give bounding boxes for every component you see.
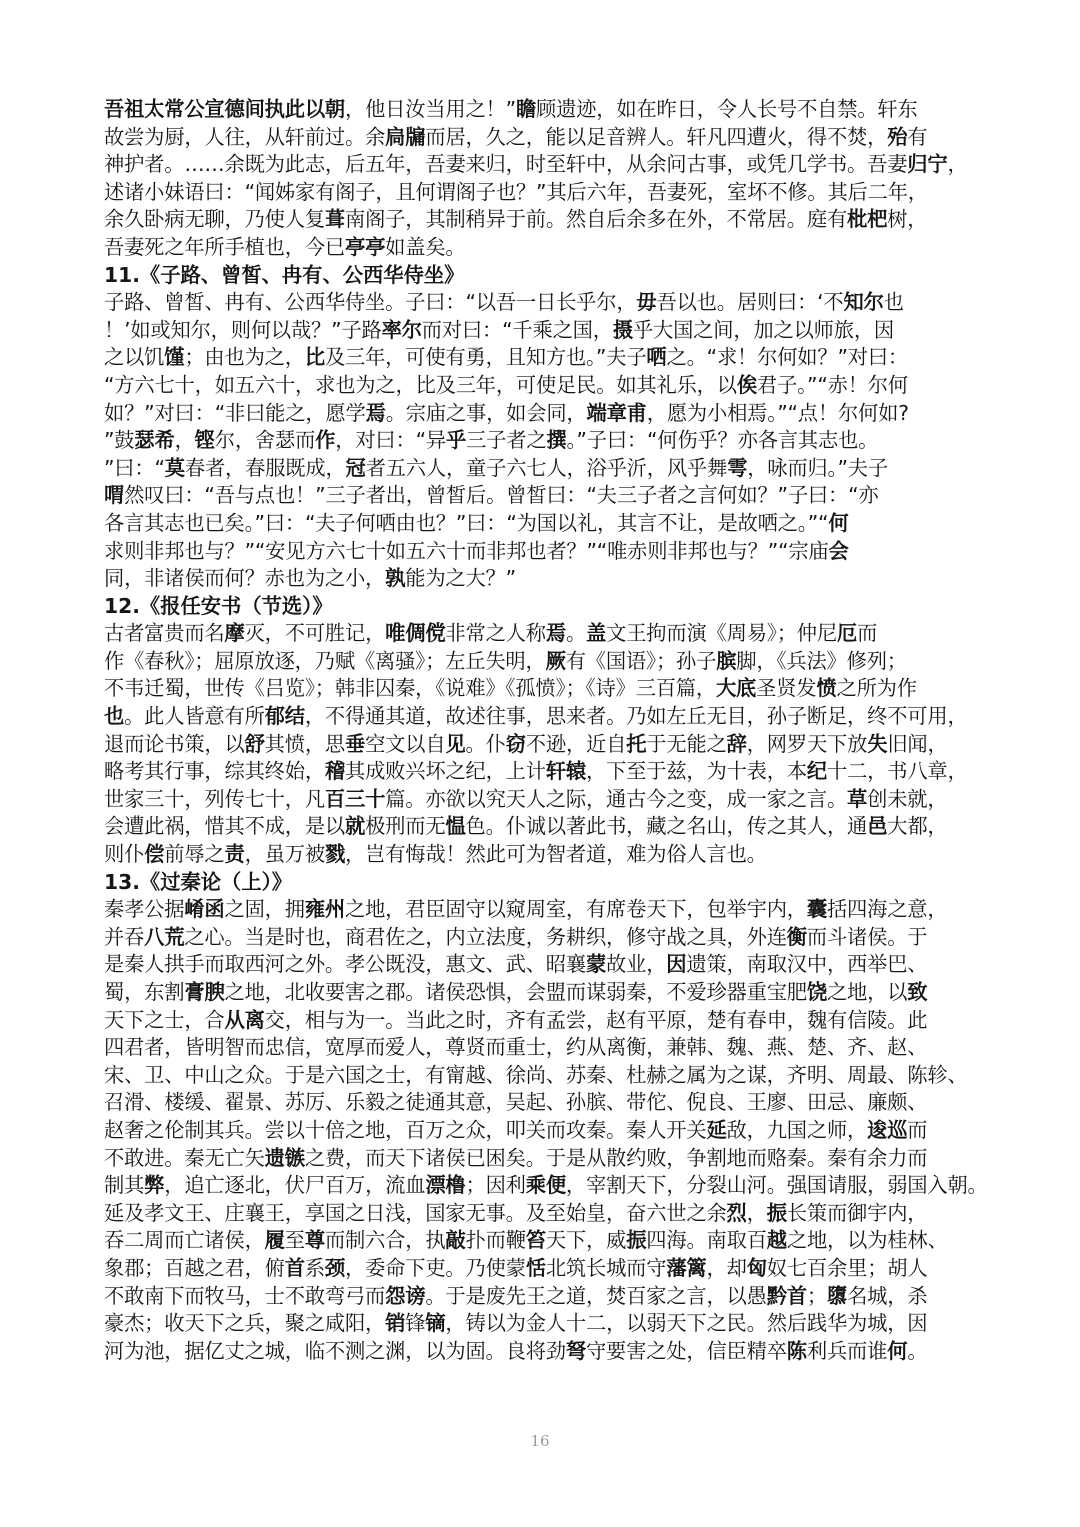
emphasized-term: 扃牖 — [385, 124, 426, 149]
emphasized-term: 从离 — [224, 1007, 265, 1032]
text-line: 略考其行事，综其终始，稽其成败兴坏之纪，上计轩辕，下至于兹，为十表，本纪十二，书八章， — [104, 759, 968, 784]
text-line: ”鼓瑟希，铿尔，舍瑟而作，对曰：“异乎三子者之撰。”子曰：“何伤乎？亦各言其志也。 — [104, 428, 879, 453]
emphasized-term: 弊 — [144, 1173, 165, 1198]
text-line: 吞二周而亡诸侯，履至尊而制六合，执敲扑而鞭笞天下，威振四海。南取百越之地，以为桂林、 — [104, 1228, 948, 1253]
text-line: 不韦迁蜀，世传《吕览》；韩非囚秦，《说难》《孤愤》；《诗》三百篇，大底圣贤发愤之所为作 — [104, 676, 917, 701]
emphasized-term: 履 — [264, 1228, 285, 1253]
emphasized-term: 毋 — [636, 290, 657, 315]
emphasized-term: 比 — [304, 345, 325, 370]
text-line: 天下之士，合从离交，相与为一。当此之时，齐有孟尝，赵有平原，楚有春申，魏有信陵。此 — [104, 1007, 928, 1032]
emphasized-term: 黔首 — [766, 1283, 807, 1308]
emphasized-term: 乘便 — [525, 1173, 566, 1198]
emphasized-term: 就 — [344, 814, 366, 839]
text-line: 吾祖太常公宣德间执此以朝，他日汝当用之！”瞻顾遗迹，如在昨日，令人长号不自禁。轩东 — [104, 97, 918, 121]
emphasized-term: 愠 — [445, 814, 466, 839]
emphasized-term: 俟 — [736, 372, 757, 397]
emphasized-term: 尊 — [304, 1228, 325, 1253]
text-line: ！’如或知尔，则何以哉？”子路率尔而对曰：“千乘之国，摄乎大国之间，加之以师旅，因 — [104, 317, 894, 342]
text-line: ”曰：“莫春者，春服既成，冠者五六人，童子六七人，浴乎沂，风乎舞雩，咏而归。”夫子 — [104, 455, 888, 480]
emphasized-term: 枇杷 — [847, 207, 888, 232]
emphasized-term: 喟 — [104, 483, 125, 508]
emphasized-term: 何 — [887, 1338, 908, 1363]
emphasized-term: 铿 — [194, 428, 215, 453]
emphasized-term: 恬 — [525, 1255, 546, 1280]
emphasized-term: 越 — [766, 1228, 787, 1253]
emphasized-term: 衡 — [786, 924, 807, 949]
text-line: 同，非诸侯而何？赤也为之小，孰能为之大？” — [104, 566, 516, 591]
emphasized-term: 逡巡 — [867, 1117, 908, 1142]
text-line: 也。此人皆意有所郁结，不得通其道，故述往事，思来者。乃如左丘无目，孙子断足，终不可用， — [104, 704, 968, 729]
emphasized-term: 纪 — [806, 759, 827, 784]
emphasized-term: 瞻 — [515, 97, 537, 121]
text-line: 宋、卫、中山之众。于是六国之士，有甯越、徐尚、苏秦、杜赫之属为之谋，齐明、周最、陈轸、 — [104, 1062, 968, 1087]
text-line: 世家三十，列传七十，凡百三十篇。亦欲以究天人之际，通古今之变，成一家之言。草创未就， — [104, 786, 948, 811]
emphasized-term: 孰 — [385, 566, 406, 591]
emphasized-term: 吾祖太常公宣德间执此以朝 — [104, 97, 345, 121]
text-line: “方六七十，如五六十，求也为之，比及三年，可使足民。如其礼乐，以俟君子。”“赤！尔何 — [104, 372, 908, 397]
text-line: 不敢南下而牧马，士不敢弯弓而怨谤。于是废先王之道，焚百家之言，以愚黔首；隳名城，杀 — [104, 1283, 928, 1308]
page-number: 16 — [530, 1432, 550, 1450]
emphasized-term: 漂橹 — [425, 1173, 466, 1198]
emphasized-term: 归宁 — [907, 152, 948, 177]
text-line: 会遭此祸，惜其不成，是以就极刑而无愠色。仆诚以著此书，藏之名山，传之其人，通邑大都， — [104, 814, 948, 839]
text-line: 则仆偿前辱之责，虽万被戮，岂有悔哉！然此可为智者道，难为俗人言也。 — [104, 842, 767, 867]
section-heading: 11.《子路、曾皙、冉有、公西华侍坐》 — [104, 262, 465, 287]
text-line: 求则非邦也与？”“安见方六七十如五六十而非邦也者？”“唯赤则非邦也与？”“宗庙会 — [104, 538, 849, 563]
emphasized-term: 葺 — [324, 207, 345, 232]
emphasized-term: 哂 — [646, 345, 667, 370]
text-line: 古者富贵而名摩灭，不可胜记，唯倜傥非常之人称焉。盖文王拘而演《周易》；仲尼厄而 — [104, 621, 878, 646]
emphasized-term: 郁结 — [264, 704, 305, 729]
emphasized-term: 敲 — [445, 1228, 466, 1253]
emphasized-term: 颈 — [324, 1255, 346, 1280]
emphasized-term: 藩篱 — [666, 1255, 707, 1280]
emphasized-term: 盖 — [586, 621, 607, 646]
emphasized-term: 舒 — [244, 731, 265, 756]
text-line: 故尝为厨，人往，从轩前过。余扃牖而居，久之，能以足音辨人。轩凡四遭火，得不焚，殆有 — [104, 124, 928, 149]
text-line: 四君者，皆明智而忠信，宽厚而爱人，尊贤而重士，约从离衡，兼韩、魏、燕、楚、齐、赵、 — [104, 1035, 928, 1060]
emphasized-term: 草 — [847, 786, 868, 811]
text-line: 是秦人拱手而取西河之外。孝公既没，惠文、武、昭襄蒙故业，因遗策，南取汉中，西举巴、 — [104, 952, 928, 977]
emphasized-term: 焉 — [365, 400, 386, 425]
text-line: 豪杰；收天下之兵，聚之咸阳，销锋镝，铸以为金人十二，以弱天下之民。然后践华为城，因 — [104, 1311, 928, 1336]
emphasized-term: 辞 — [726, 731, 747, 756]
emphasized-term: 也 — [104, 704, 125, 729]
emphasized-term: 因 — [666, 952, 687, 977]
emphasized-term: 饶 — [806, 980, 827, 1004]
emphasized-term: 摩 — [224, 621, 245, 646]
emphasized-term: 托 — [626, 731, 647, 756]
emphasized-term: 遗镞 — [264, 1145, 305, 1170]
emphasized-term: 冠 — [345, 455, 366, 480]
emphasized-term: 殆 — [887, 124, 908, 149]
emphasized-term: 责 — [224, 842, 245, 867]
emphasized-term: 垂 — [345, 731, 366, 756]
text-line: 制其弊，追亡逐北，伏尸百万，流血漂橹；因利乘便，宰割天下，分裂山河。强国请服，弱国入朝。 — [104, 1173, 988, 1198]
emphasized-term: 雩 — [727, 455, 748, 480]
emphasized-term: 弩 — [565, 1338, 586, 1363]
text-line: 子路、曾皙、冉有、公西华侍坐。子曰：“以吾一日长乎尔，毋吾以也。居则曰：‘不知尔也 — [104, 290, 904, 315]
emphasized-term: 振 — [766, 1200, 787, 1225]
emphasized-term: 撰 — [546, 428, 567, 453]
emphasized-term: 愤 — [816, 676, 837, 701]
emphasized-term: 莫 — [164, 455, 185, 480]
text-line: 余久卧病无聊，乃使人复葺南阁子，其制稍异于前。然自后余多在外，不常居。庭有枇杷树， — [104, 207, 928, 232]
emphasized-term: 烈 — [726, 1200, 747, 1225]
emphasized-term: 会 — [828, 538, 849, 563]
emphasized-term: 偿 — [144, 842, 165, 867]
emphasized-term: 陈 — [786, 1338, 807, 1363]
section-heading: 13.《过秦论（上）》 — [104, 869, 293, 894]
emphasized-term: 窃 — [505, 731, 526, 756]
emphasized-term: 何 — [828, 510, 849, 535]
emphasized-term: 笞 — [525, 1228, 546, 1253]
emphasized-term: 轩辕 — [545, 759, 586, 784]
emphasized-term: 厄 — [836, 621, 858, 646]
emphasized-term: 乎 — [445, 428, 467, 453]
emphasized-term: 摄 — [612, 317, 633, 342]
text-line: 秦孝公据崤函之固，拥雍州之地，君臣固守以窥周室，有席卷天下，包举宇内，囊括四海之意， — [104, 897, 948, 922]
emphasized-term: 振 — [626, 1228, 647, 1253]
emphasized-term: 匈 — [746, 1255, 767, 1280]
emphasized-term: 瑟希 — [134, 428, 175, 453]
text-line: 之以饥馑；由也为之，比及三年，可使有勇，且知方也。”夫子哂之。“求！尔何如？”对曰： — [104, 345, 909, 370]
emphasized-term: 见 — [445, 731, 466, 756]
emphasized-term: 八荒 — [144, 924, 185, 949]
emphasized-term: 亭亭 — [344, 234, 386, 259]
text-line: 作《春秋》；屈原放逐，乃赋《离骚》；左丘失明，厥有《国语》；孙子膑脚，《兵法》修列； — [104, 648, 907, 673]
emphasized-term: 馑 — [164, 345, 185, 370]
emphasized-term: 厥 — [545, 648, 566, 673]
text-line: 不敢进。秦无亡矢遗镞之费，而天下诸侯已困矣。于是从散约败，争割地而赂秦。秦有余力而 — [104, 1145, 928, 1170]
emphasized-term: 大底 — [715, 676, 757, 701]
emphasized-term: 作 — [315, 428, 336, 453]
emphasized-term: 雍州 — [304, 897, 345, 922]
emphasized-term: 怨谤 — [385, 1283, 426, 1308]
emphasized-term: 首 — [284, 1255, 305, 1280]
emphasized-term: 率尔 — [381, 317, 422, 342]
emphasized-term: 销 — [385, 1311, 406, 1336]
emphasized-term: 百三十 — [324, 786, 386, 811]
emphasized-term: 膑 — [716, 648, 737, 673]
emphasized-term: 崤函 — [184, 897, 225, 922]
document-body — [104, 96, 1002, 1365]
emphasized-term: 膏腴 — [184, 980, 225, 1004]
text-line: 延及孝文王、庄襄王，享国之日浅，国家无事。及至始皇，奋六世之余烈，振长策而御宇内， — [104, 1200, 928, 1225]
text-line: 河为池，据亿丈之城，临不测之渊，以为固。良将劲弩守要害之处，信臣精卒陈利兵而谁何。 — [104, 1338, 928, 1363]
emphasized-term: 稽 — [324, 759, 345, 784]
emphasized-term: 失 — [867, 731, 888, 756]
paragraph — [104, 620, 1002, 868]
emphasized-term: 戮 — [324, 842, 346, 867]
emphasized-term: 端章甫 — [586, 400, 647, 425]
text-line: 神护者。……余既为此志，后五年，吾妻来归，时至轩中，从余问古事，或凭几学书。吾妻归宁， — [104, 152, 968, 177]
emphasized-term: 延 — [706, 1117, 727, 1142]
emphasized-term: 镝 — [425, 1311, 446, 1336]
emphasized-term: 囊 — [806, 897, 827, 922]
text-line: 并吞八荒之心。当是时也，商君佐之，内立法度，务耕织，修守战之具，外连衡而斗诸侯。于 — [104, 924, 928, 949]
paragraph — [104, 896, 1002, 1365]
emphasized-term: 知尔 — [843, 290, 884, 315]
text-line: 述诸小妹语曰：“闻姊家有阁子，且何谓阁子也？”其后六年，吾妻死，室坏不修。其后二年， — [104, 179, 928, 204]
emphasized-term: 蒙 — [585, 952, 607, 977]
text-line: 召滑、楼缓、翟景、苏厉、乐毅之徒通其意，吴起、孙膑、带佗、倪良、王廖、田忌、廉颇、 — [104, 1090, 928, 1115]
text-line: 象郡；百越之君，俯首系颈，委命下吏。乃使蒙恬北筑长城而守藩篱，却匈奴七百余里；胡人 — [104, 1255, 928, 1280]
text-line: 如？”对曰：“非曰能之，愿学焉。宗庙之事，如会同，端章甫，愿为小相焉。”“点！尔何如? — [104, 400, 909, 425]
text-line: 吾妻死之年所手植也，今已亭亭如盖矣。 — [104, 234, 466, 259]
emphasized-term: 隳 — [826, 1283, 848, 1308]
paragraph — [104, 289, 1002, 593]
text-line: 蜀，东割膏腴之地，北收要害之郡。诸侯恐惧，会盟而谋弱秦，不爱珍器重宝肥饶之地，以致 — [104, 980, 928, 1004]
section-heading: 12.《报任安书（节选）》 — [104, 593, 333, 618]
emphasized-term: 唯倜傥 — [385, 621, 446, 646]
text-line: 各言其志也已矣。”曰：“夫子何哂由也？”曰：“为国以礼，其言不让，是故哂之。”“何 — [104, 510, 849, 535]
text-line: 喟然叹曰：“吾与点也！”三子者出，曾皙后。曾皙曰：“夫三子者之言何如？”子曰：“亦 — [104, 483, 879, 508]
text-line: 赵奢之伦制其兵。尝以十倍之地，百万之众，叩关而攻秦。秦人开关延敌，九国之师，逡巡而 — [104, 1117, 928, 1142]
emphasized-term: 致 — [907, 980, 928, 1004]
paragraph — [104, 96, 1002, 262]
text-line: 退而论书策，以舒其愤，思垂空文以自见。仆窃不逊，近自托于无能之辞，网罗天下放失旧闻， — [104, 731, 948, 756]
emphasized-term: 焉 — [545, 621, 566, 646]
emphasized-term: 邑 — [867, 814, 888, 839]
